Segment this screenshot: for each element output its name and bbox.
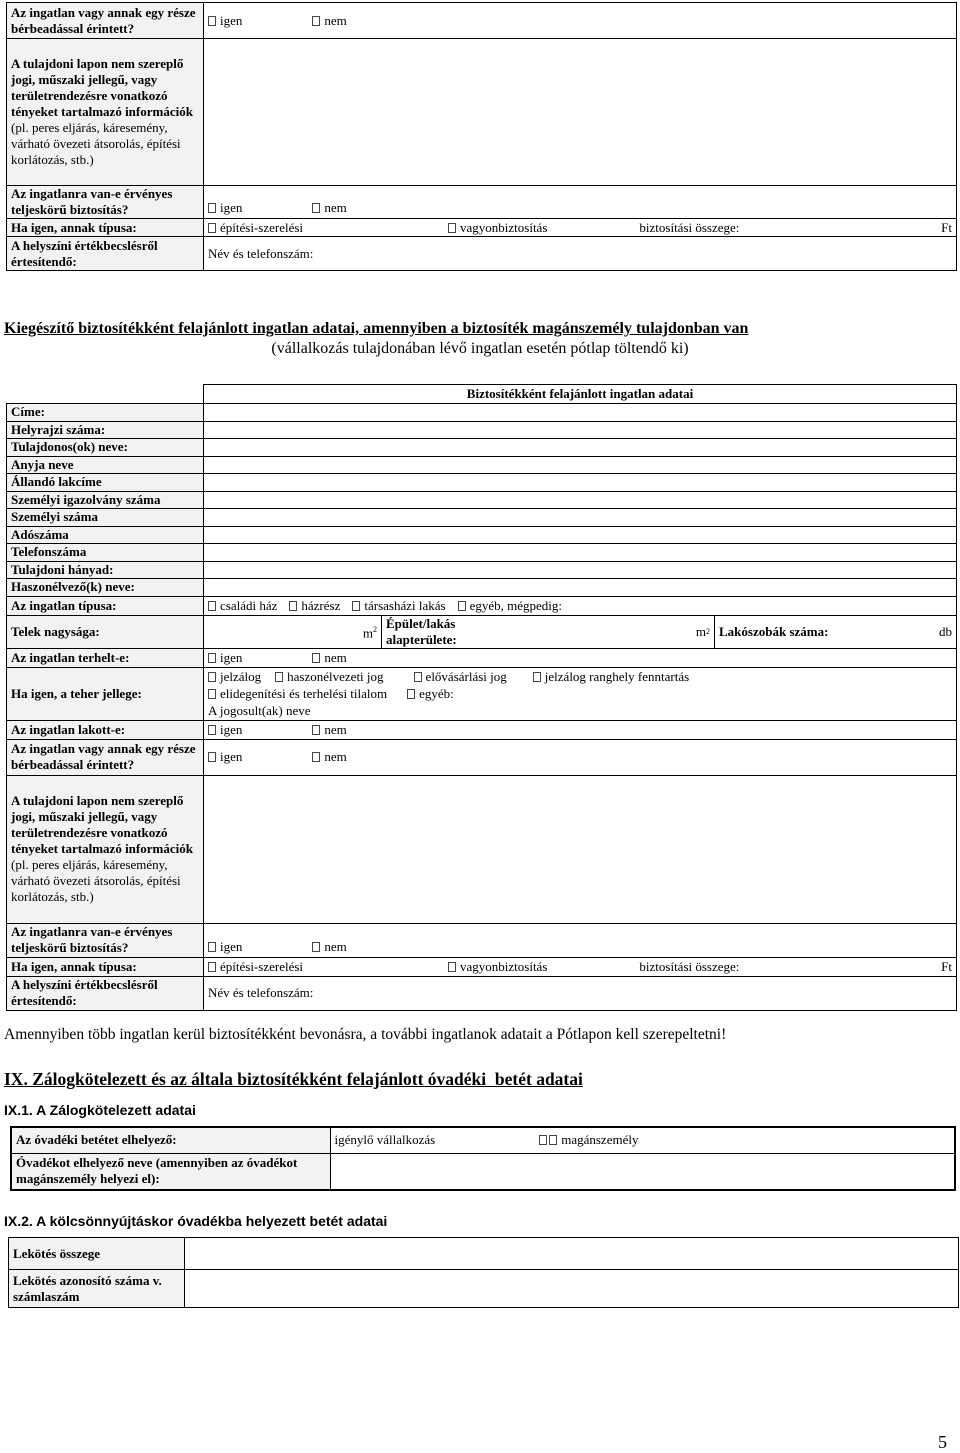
checkbox-nem[interactable] (312, 16, 320, 26)
plot-size-label: Telek nagysága: (7, 615, 204, 648)
building-size-field: Épület/lakás alapterülete: m 2 (382, 615, 715, 648)
row-label: Helyrajzi száma: (7, 421, 204, 439)
legal-info-label: A tulajdoni lapon nem szereplő jogi, műszaki jellegű, vagy területrendezésre vonatkozó tényeket tartalmazó információk (pl. peres eljárás, káresemény, várható övezeti átsorolás, építési korlátozás, stb.) (7, 39, 204, 186)
insurance-options: igen nem (204, 923, 957, 957)
checkbox-igen[interactable] (208, 752, 216, 762)
checkbox-igen[interactable] (208, 16, 216, 26)
legal-info-label: A tulajdoni lapon nem szereplő jogi, műszaki jellegű, vagy területrendezésre vonatkozó tényeket tartalmazó információk (pl. peres eljárás, káresemény, várható övezeti átsorolás, építési korlátozás, stb.) (7, 775, 204, 923)
row-value-field[interactable] (204, 491, 957, 509)
row-value-field[interactable] (204, 474, 957, 492)
occupied-options: igen nem (204, 720, 957, 739)
deposit-amount-field[interactable] (185, 1238, 959, 1270)
legal-info-field[interactable] (204, 775, 957, 923)
pledgor-table (10, 1126, 956, 1191)
section-ix-title: IX. Zálogkötelezett és az általa biztosítékként felajánlott óvadéki betét adatai (4, 1069, 583, 1089)
row-value-field[interactable] (204, 579, 957, 597)
row-label: Állandó lakcíme (7, 474, 204, 492)
row-label: Telefonszáma (7, 544, 204, 562)
encumbrance-type-label: Ha igen, a teher jellege: (7, 667, 204, 720)
row-label: Címe: (7, 404, 204, 422)
row-label: Személyi száma (7, 509, 204, 527)
checkbox-igen[interactable] (208, 942, 216, 952)
checkbox-alienation-ban[interactable] (208, 689, 216, 699)
table-row (7, 526, 957, 544)
insurance-type-label: Ha igen, annak típusa: (7, 219, 204, 237)
row-label: Anyja neve (7, 456, 204, 474)
row-value-field[interactable] (204, 421, 957, 439)
insurance-label: Az ingatlanra van-e érvényes teljeskörű biztosítás? (7, 186, 204, 219)
rented-label: Az ingatlan vagy annak egy része bérbeadással érintett? (7, 3, 204, 39)
checkbox-igen[interactable] (208, 203, 216, 213)
depositor-options: igénylő vállalkozás magánszemély (330, 1127, 955, 1153)
checkbox-usufruct[interactable] (275, 672, 283, 682)
row-value-field[interactable] (204, 404, 957, 422)
checkbox-nem[interactable] (312, 942, 320, 952)
table-row (7, 421, 957, 439)
checkbox-magan-2[interactable] (549, 1135, 557, 1145)
table-row (7, 579, 957, 597)
occupied-label: Az ingatlan lakott-e: (7, 720, 204, 739)
table-row (7, 404, 957, 422)
depositor-name-field[interactable] (330, 1153, 955, 1190)
row-label: Személyi igazolvány száma (7, 491, 204, 509)
additional-properties-note: Amennyiben több ingatlan kerül biztosítékként bevonásra, a további ingatlanok adatait a Pótlapon kell szerepeltetni! (4, 1026, 727, 1043)
checkbox-magan-1[interactable] (539, 1135, 547, 1145)
table-row (7, 456, 957, 474)
table-row (7, 509, 957, 527)
checkbox-construction[interactable] (208, 223, 216, 233)
notify-field[interactable]: Név és telefonszám: (204, 237, 957, 271)
deposit-table (8, 1237, 959, 1308)
depositor-label: Az óvadéki betétet elhelyező: (11, 1127, 330, 1153)
legal-info-field[interactable] (204, 39, 957, 186)
insurance-type-label: Ha igen, annak típusa: (7, 957, 204, 976)
checkbox-nem[interactable] (312, 203, 320, 213)
checkbox-preemption[interactable] (414, 672, 422, 682)
rented-options: igen nem (204, 739, 957, 775)
insurance-type-options: építési-szerelési vagyonbiztosítás biztosítási összege: Ft (204, 219, 957, 237)
checkbox-nem[interactable] (312, 653, 320, 663)
notify-label: A helyszíni értékbecslésről értesítendő: (7, 237, 204, 271)
property-type-label: Az ingatlan típusa: (7, 596, 204, 615)
deposit-id-field[interactable] (185, 1270, 959, 1308)
rented-options: igen nem (204, 3, 957, 39)
top-insurance-table (6, 2, 957, 271)
checkbox-nem[interactable] (312, 725, 320, 735)
row-value-field[interactable] (204, 526, 957, 544)
row-label: Tulajdonos(ok) neve: (7, 439, 204, 457)
property-table (6, 384, 957, 1011)
checkbox-family-house[interactable] (208, 601, 216, 611)
property-type-options: családi ház házrész társasházi lakás egyéb, mégpedig: (204, 596, 957, 615)
depositor-name-label: Óvadékot elhelyező neve (amennyiben az óvadékot magánszemély helyezi el): (11, 1153, 330, 1190)
checkbox-other[interactable] (407, 689, 415, 699)
table-row (7, 474, 957, 492)
checkbox-property-insurance[interactable] (448, 223, 456, 233)
deposit-amount-label: Lekötés összege (9, 1238, 185, 1270)
checkbox-rank-reservation[interactable] (533, 672, 541, 682)
checkbox-igen[interactable] (208, 725, 216, 735)
property-table-header: Biztosítékként felajánlott ingatlan adatai (204, 385, 957, 404)
checkbox-construction[interactable] (208, 962, 216, 972)
deposit-id-label: Lekötés azonosító száma v. számlaszám (9, 1270, 185, 1308)
section-subheading: (vállalkozás tulajdonában lévő ingatlan esetén pótlap töltendő ki) (271, 340, 689, 357)
checkbox-igen[interactable] (208, 653, 216, 663)
row-value-field[interactable] (204, 439, 957, 457)
plot-size-field[interactable]: $m^2$ (204, 615, 382, 648)
checkbox-other[interactable] (458, 601, 466, 611)
rented-label: Az ingatlan vagy annak egy része bérbeadással érintett? (7, 739, 204, 775)
rooms-field: Lakószobák száma: db (715, 615, 957, 648)
row-label: Adószáma (7, 526, 204, 544)
insurance-label: Az ingatlanra van-e érvényes teljeskörű biztosítás? (7, 923, 204, 957)
page-number: 5 (938, 1432, 947, 1452)
encumbrance-type-options: jelzálog haszonélvezeti jog elővásárlási jog jelzálog ranghely fenntartás elidegenítési és terhelési tilalom egyéb: A jogosult(ak) neve (204, 667, 957, 720)
row-value-field[interactable] (204, 544, 957, 562)
row-value-field[interactable] (204, 456, 957, 474)
table-row (7, 439, 957, 457)
encumbered-options: igen nem (204, 648, 957, 667)
table-row (7, 491, 957, 509)
notify-label: A helyszíni értékbecslésről értesítendő: (7, 976, 204, 1010)
section-ix1-title: IX.1. A Zálogkötelezett adatai (4, 1102, 196, 1118)
checkbox-mortgage[interactable] (208, 672, 216, 682)
table-row (7, 561, 957, 579)
notify-field[interactable]: Név és telefonszám: (204, 976, 957, 1010)
encumbered-label: Az ingatlan terhelt-e: (7, 648, 204, 667)
insurance-type-options: építési-szerelési vagyonbiztosítás biztosítási összege: Ft (204, 957, 957, 976)
checkbox-property-insurance[interactable] (448, 962, 456, 972)
row-value-field[interactable] (204, 561, 957, 579)
checkbox-nem[interactable] (312, 752, 320, 762)
section-heading: Kiegészítő biztosítékként felajánlott ingatlan adatai, amennyiben a biztosíték magánszemély tulajdonban van (4, 320, 749, 337)
section-ix2-title: IX.2. A kölcsönnyújtáskor óvadékba helyezett betét adatai (4, 1213, 388, 1229)
checkbox-condo[interactable] (352, 601, 360, 611)
checkbox-house-part[interactable] (289, 601, 297, 611)
row-label: Tulajdoni hányad: (7, 561, 204, 579)
table-row (7, 544, 957, 562)
insurance-options: igen nem (204, 186, 957, 219)
row-label: Haszonélvező(k) neve: (7, 579, 204, 597)
row-value-field[interactable] (204, 509, 957, 527)
